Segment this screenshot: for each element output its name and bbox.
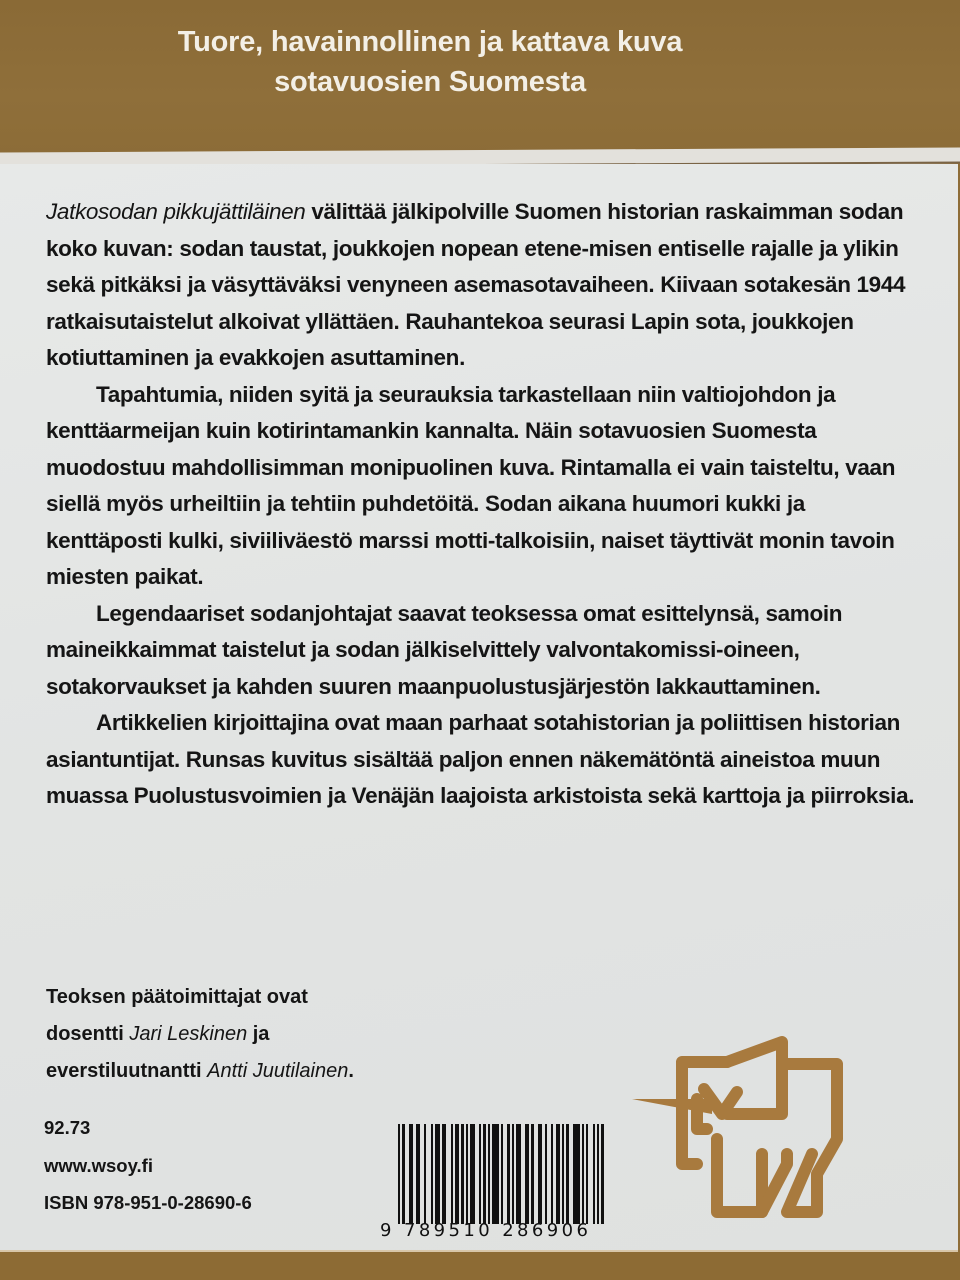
paragraph-text: välittää jälkipolville Suomen historian raskaimman sodan koko kuvan: sodan taustat, joukkojen nopean etene-misen entiselle rajalle ja ylikin sekä pitkäksi ja väsyttäväksi venyneen asemasotavaiheen. Kiivaan sotakesän 1944 ratkaisutaistelut alkoivat yllättäen. Rauhantekoa seurasi Lapin sota, joukkojen kotiuttaminen ja evakkojen asuttaminen. <box>46 199 906 370</box>
editor1-title: dosentti <box>46 1023 130 1045</box>
classification-code: 92.73 <box>44 1117 91 1138</box>
book-meta <box>44 1109 364 1222</box>
editors-line-1: Teoksen päätoimittajat ovat <box>46 986 308 1008</box>
editors-line-2 <box>46 1016 526 1053</box>
cover-bottom-band <box>0 1252 960 1280</box>
cover-top-band <box>0 0 960 160</box>
editor2-name: Antti Juutilainen <box>207 1060 349 1082</box>
back-cover-panel <box>0 164 958 1252</box>
period: . <box>348 1060 354 1082</box>
isbn: ISBN 978-951-0-28690-6 <box>44 1192 252 1213</box>
description-paragraph-4: Artikkelien kirjoittajina ovat maan parhaat sotahistorian ja poliittisen historian asiantuntijat. Runsas kuvitus sisältää paljon ennen näkemätöntä aineistoa muun muassa Puolustusvoimien ja Venäjän laajoista arkistoista sekä karttoja ja piirroksia. <box>46 710 915 808</box>
elephant-logo-icon <box>622 1014 872 1234</box>
cover-headline <box>100 22 760 102</box>
book-title: Jatkosodan pikkujättiläinen <box>46 199 306 224</box>
editor2-title: everstiluutnantti <box>46 1060 208 1082</box>
headline-line-1: Tuore, havainnollinen ja kattava kuva <box>177 26 683 58</box>
barcode-bars <box>398 1124 608 1224</box>
publisher-website: www.wsoy.fi <box>44 1154 153 1176</box>
editors-credit <box>46 979 526 1090</box>
editors-line-3 <box>46 1053 526 1090</box>
isbn-barcode <box>380 1124 620 1250</box>
description <box>46 194 926 815</box>
description-paragraph-2: Tapahtumia, niiden syitä ja seurauksia tarkastellaan niin valtiojohdon ja kenttäarmeijan kuin kotirintamankin kannalta. Näin sotavuosien Suomesta muodostuu mahdollisimman monipuolinen kuva. Rintamalla ei vain taisteltu, vaan siellä myös urheiltiin ja tehtiin puhdetöitä. Sodan aikana huumori kukki ja kenttäposti kulki, siviiliväestö marssi motti-talkoisiin, naiset täyttivät monin tavoin miesten paikat. <box>46 381 896 589</box>
description-paragraph-1 <box>46 194 926 377</box>
headline-line-2: sotavuosien Suomesta <box>274 66 586 98</box>
description-paragraph-3: Legendaariset sodanjohtajat saavat teoksessa omat esittelynsä, samoin maineikkaimmat taistelut ja sodan jälkiselvittely valvontakomissi-oineen, sotakorvaukset ja kahden suuren maanpuolustusjärjestön lakkauttaminen. <box>46 600 843 699</box>
barcode-digits: 9 789510 286906 <box>380 1220 592 1241</box>
conjunction: ja <box>247 1023 270 1045</box>
editor1-name: Jari Leskinen <box>129 1023 248 1045</box>
